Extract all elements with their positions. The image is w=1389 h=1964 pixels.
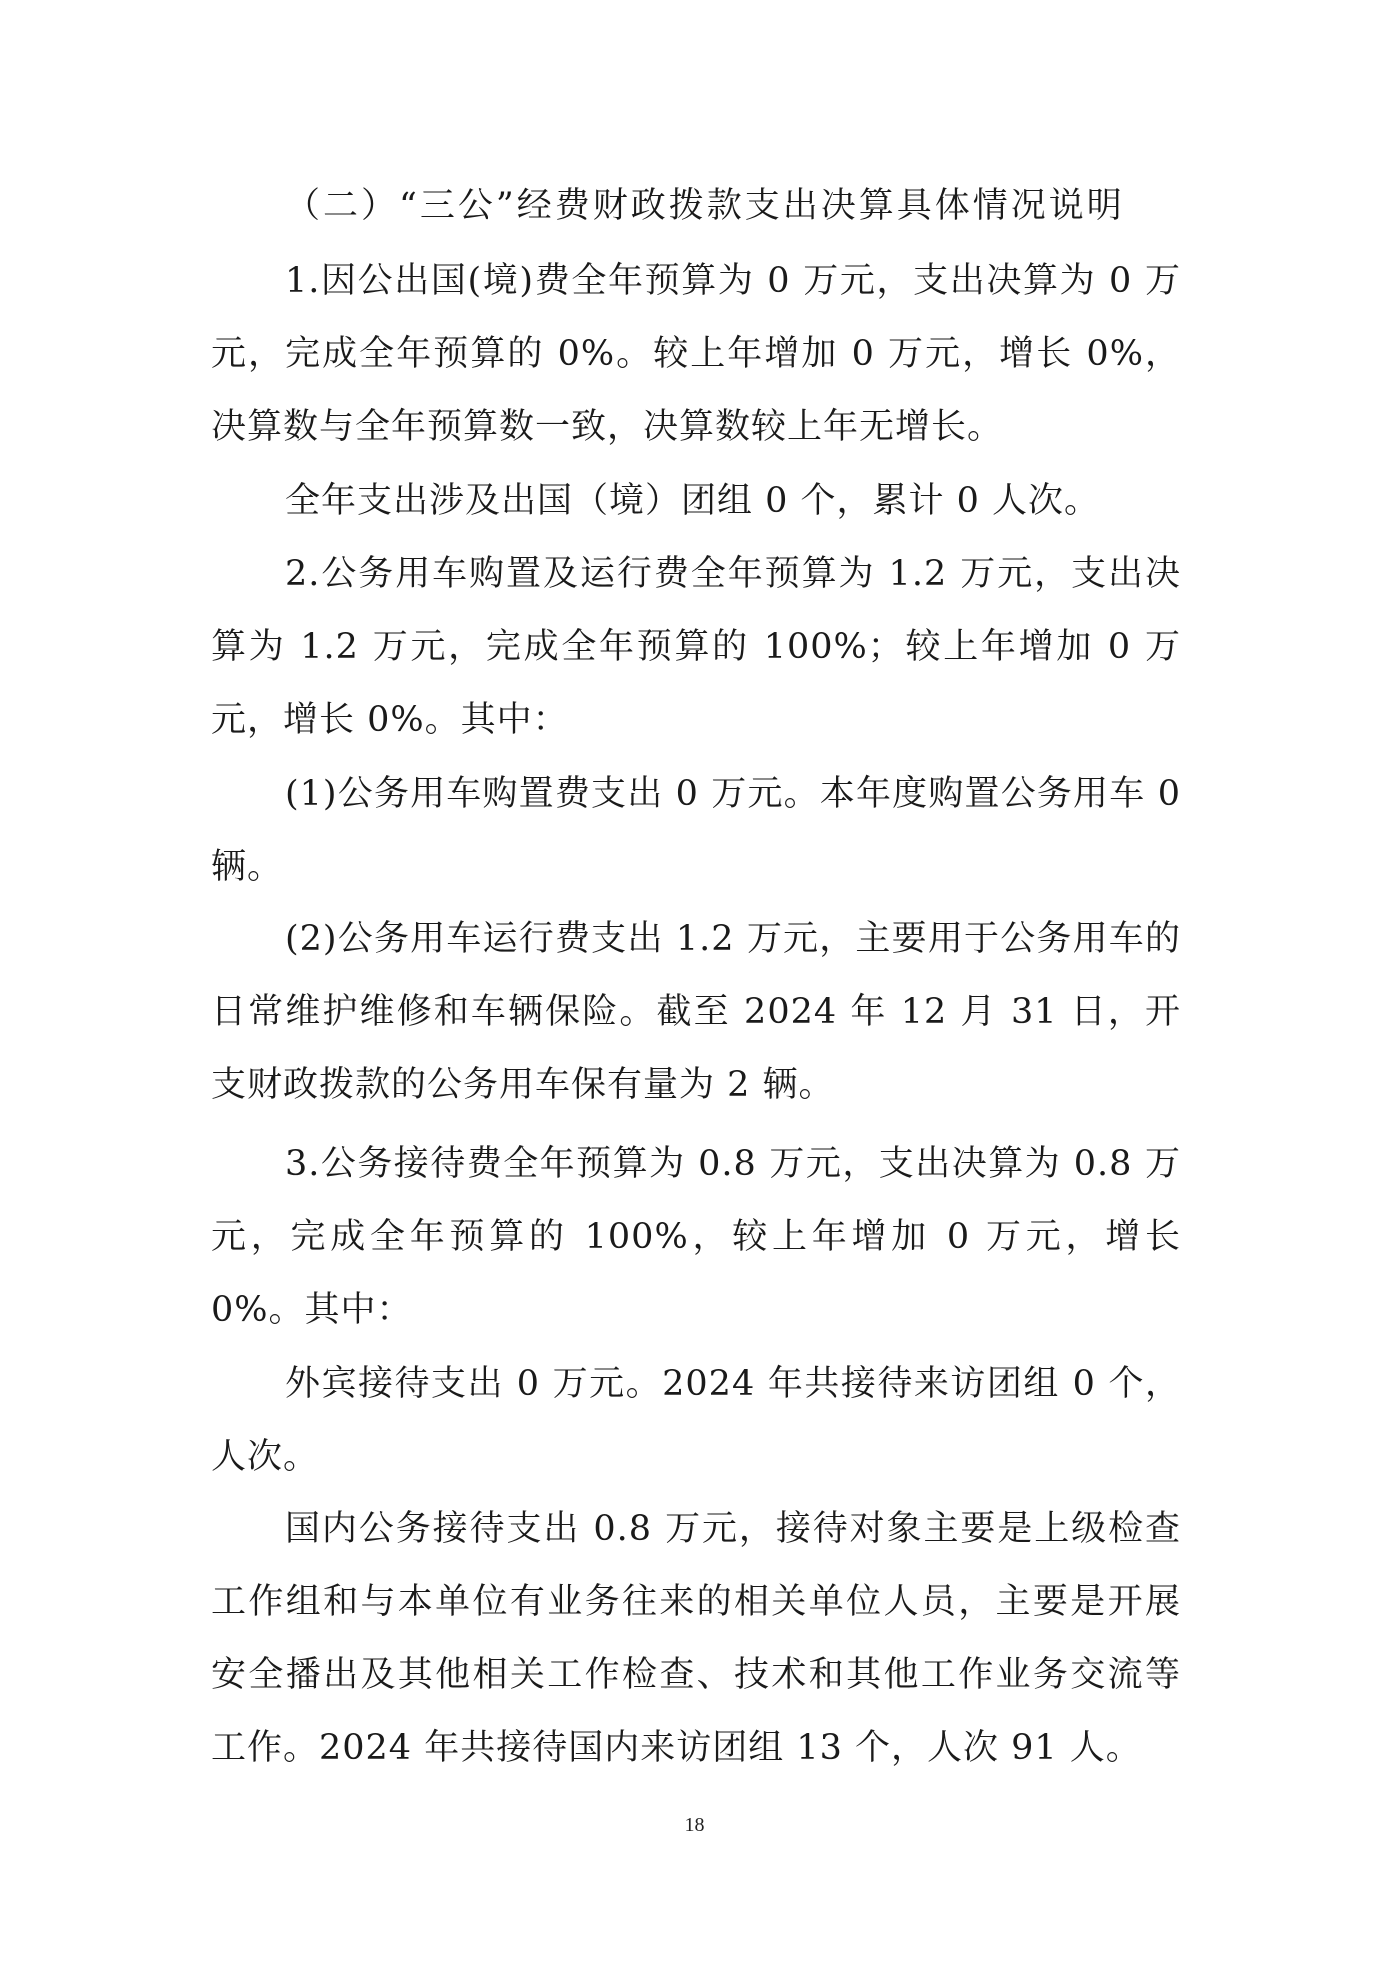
paragraph-reception-costs: 3.公务接待费全年预算为 0.8 万元，支出决算为 0.8 万元，完成全年预算的 100%，较上年增加 0 万元，增长 0%。其中：	[211, 1144, 1181, 1330]
paragraph-foreign-reception: 外宾接待支出 0 万元。2024 年共接待来访团组 0 个，人次。	[211, 1364, 1181, 1477]
paragraph-overseas-travel: 1.因公出国(境)费全年预算为 0 万元，支出决算为 0 万元，完成全年预算的 0%。较上年增加 0 万元，增长 0%，决算数与全年预算数一致，决算数较上年无增长。	[211, 261, 1181, 447]
paragraph-vehicle-costs: 2.公务用车购置及运行费全年预算为 1.2 万元，支出决算为 1.2 万元，完成全年预算的 100%；较上年增加 0 万元，增长 0%。其中：	[211, 554, 1181, 740]
page-number: 18	[684, 1814, 705, 1836]
paragraph-vehicle-purchase: (1)公务用车购置费支出 0 万元。本年度购置公务用车 0 辆。	[211, 774, 1181, 887]
paragraph-overseas-groups: 全年支出涉及出国（境）团组 0 个，累计 0 人次。	[285, 481, 1101, 521]
paragraph-vehicle-operation: (2)公务用车运行费支出 1.2 万元，主要用于公务用车的日常维护维修和车辆保险。截至 2024 年 12 月 31 日，开支财政拨款的公务用车保有量为 2 辆。	[211, 919, 1181, 1105]
paragraph-domestic-reception: 国内公务接待支出 0.8 万元，接待对象主要是上级检查工作组和与本单位有业务往来的相关单位人员，主要是开展安全播出及其他相关工作检查、技术和其他工作业务交流等工作。2024 年共接待国内来访团组 13 个，人次 91 人。	[211, 1509, 1181, 1768]
section-heading: （二）“三公”经费财政拨款支出决算具体情况说明	[285, 186, 1125, 226]
